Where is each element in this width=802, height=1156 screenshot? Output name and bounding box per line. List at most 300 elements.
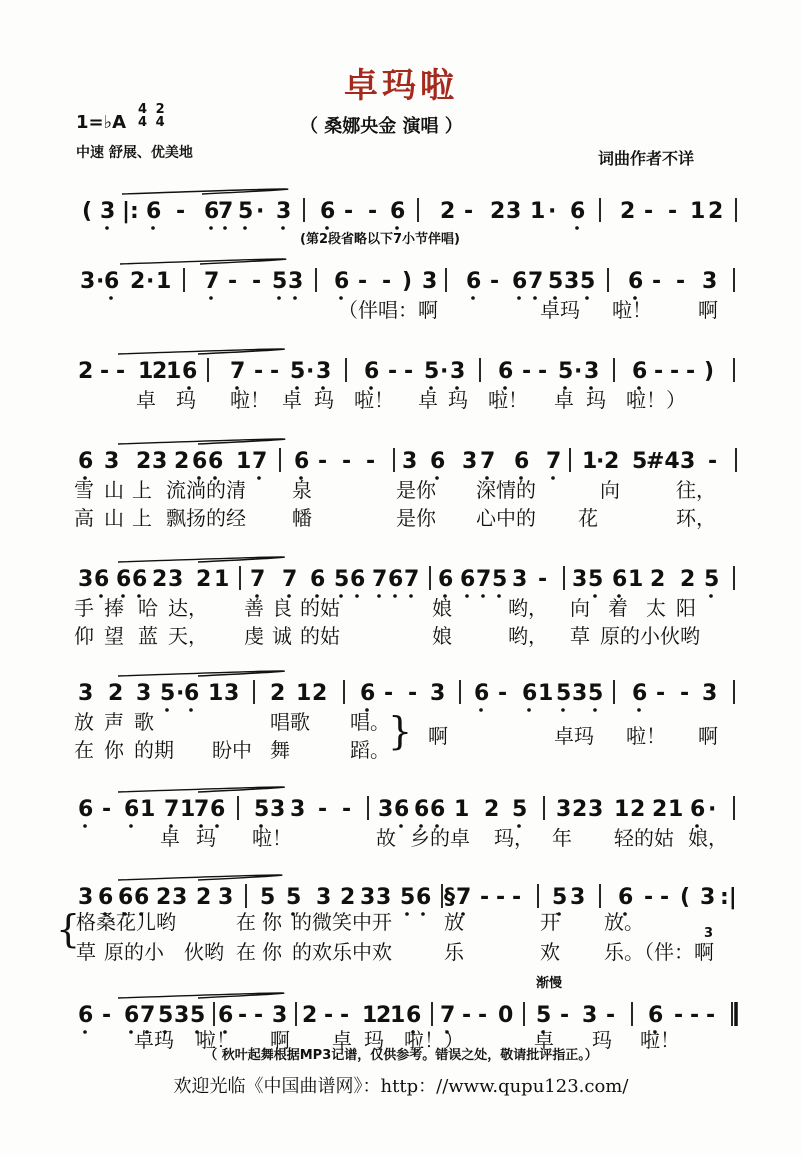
- note: -: [462, 1003, 472, 1028]
- slur: [118, 875, 282, 880]
- note: -: [358, 269, 368, 294]
- lyric-syllable: 歌: [134, 710, 154, 734]
- lyric-syllable: 哟，: [508, 624, 548, 648]
- note: 7: [164, 797, 180, 822]
- lyric-syllable: 泉: [292, 478, 312, 502]
- lyric-syllable: 啦！: [488, 388, 528, 412]
- note: -: [644, 199, 654, 224]
- note: |:: [122, 199, 139, 224]
- octave-dot: [105, 226, 109, 230]
- note: -: [606, 1003, 616, 1028]
- note: 6: [124, 1003, 140, 1028]
- lyric-syllable: 心中的: [476, 506, 536, 530]
- lyric-syllable: 盼中: [212, 738, 252, 762]
- note: -: [706, 1003, 716, 1028]
- note: 5: [334, 567, 350, 592]
- lyric-syllable: 放: [444, 910, 464, 934]
- note: 1: [690, 199, 706, 224]
- note: 2: [152, 359, 168, 384]
- note: 2: [152, 567, 168, 592]
- note: 3: [702, 681, 718, 706]
- note: 3: [360, 885, 376, 910]
- lyric-syllable: 原的小: [104, 940, 164, 964]
- note: 6: [350, 567, 366, 592]
- note: -: [382, 269, 392, 294]
- note: 2: [708, 199, 724, 224]
- lyric-syllable: 向: [600, 478, 620, 502]
- lyric-syllable: 放: [74, 710, 94, 734]
- note: 2: [604, 449, 620, 474]
- lyric-syllable: 环，: [676, 506, 716, 530]
- slur: [118, 671, 284, 676]
- note: 1: [582, 449, 598, 474]
- note: ·: [96, 269, 105, 294]
- lyric-syllable: 上: [132, 478, 152, 502]
- octave-dot: [223, 226, 227, 230]
- note: 2: [108, 681, 124, 706]
- note: 3: [702, 269, 718, 294]
- note: -: [404, 359, 414, 384]
- lyric-brace: {: [56, 907, 81, 951]
- note: 3: [290, 797, 306, 822]
- note: 1: [530, 199, 546, 224]
- time-signature: [138, 103, 169, 129]
- note: 3: [450, 359, 466, 384]
- lyric-syllable: 你: [262, 940, 282, 964]
- note: -: [254, 359, 264, 384]
- lyric-syllable: 蹈。: [350, 738, 390, 762]
- note: 1: [156, 269, 172, 294]
- lyric-syllable: 伙哟: [184, 940, 224, 964]
- note: 6: [628, 269, 644, 294]
- lyric-syllable: 哟，: [508, 596, 548, 620]
- note: 6: [430, 449, 446, 474]
- note: 1: [296, 681, 312, 706]
- note: 2: [680, 567, 696, 592]
- lyric-syllable: 玛，: [494, 826, 534, 850]
- lyric-syllable: 的欢乐中欢: [292, 940, 392, 964]
- lyric-syllable: 捧: [104, 596, 124, 620]
- note: 1: [628, 567, 644, 592]
- note: 3: [378, 797, 394, 822]
- note: 3: [422, 269, 438, 294]
- meter-num: 4: [138, 102, 148, 117]
- note: -: [670, 359, 680, 384]
- note: 3: [78, 681, 94, 706]
- note: -: [340, 1003, 350, 1028]
- note: 6: [394, 797, 410, 822]
- note: -: [560, 1003, 570, 1028]
- lyric-syllable: 舞: [270, 738, 290, 762]
- note: 5: [492, 567, 508, 592]
- lyric-syllable: 天，: [168, 624, 208, 648]
- note: 3: [276, 199, 292, 224]
- note: 1: [236, 449, 252, 474]
- octave-dot: [281, 226, 285, 230]
- lyric-syllable: 向: [570, 596, 590, 620]
- note: 3: [680, 449, 696, 474]
- note: 6: [498, 359, 514, 384]
- note: 6: [104, 269, 120, 294]
- note: -: [384, 681, 394, 706]
- note: 6: [406, 1003, 422, 1028]
- lyric-syllable: 唱。: [350, 710, 390, 734]
- note: -: [254, 1003, 264, 1028]
- note: ·: [708, 797, 717, 822]
- note: 1: [362, 1003, 378, 1028]
- lyric-syllable: 在: [74, 738, 94, 762]
- lyric-syllable: 花: [578, 506, 598, 530]
- lyric-syllable: 的微笑中开: [292, 910, 392, 934]
- lyric-syllable: 啦！）: [404, 1028, 464, 1052]
- note: ·: [574, 359, 583, 384]
- lyric-syllable: 在: [236, 940, 256, 964]
- note: 3: [174, 1003, 190, 1028]
- note: 3: [430, 681, 446, 706]
- note: (: [680, 885, 691, 910]
- lyric-syllable: 是你: [396, 506, 436, 530]
- singer-credit: （ 桑娜央金 演唱 ）: [300, 116, 463, 137]
- note: 5: [260, 885, 276, 910]
- lyric-syllable: 太: [646, 596, 666, 620]
- note: -: [342, 797, 352, 822]
- note: 3: [564, 269, 580, 294]
- note: 2: [340, 885, 356, 910]
- note: -: [478, 1003, 488, 1028]
- note: 5: [588, 567, 604, 592]
- note: -: [674, 1003, 684, 1028]
- lyric-syllable: 卓: [418, 388, 438, 412]
- note: 2: [652, 797, 668, 822]
- lyric-syllable: 娘，: [688, 826, 728, 850]
- lyric-syllable: 玛: [592, 1028, 612, 1052]
- note: 7: [218, 199, 234, 224]
- note: 5: [704, 567, 720, 592]
- lyric-syllable: 啦！: [626, 724, 666, 748]
- note: 1: [140, 797, 156, 822]
- note: -: [388, 359, 398, 384]
- lyric-line: [0, 906, 802, 934]
- note: 3: [572, 567, 588, 592]
- note: 7: [252, 449, 268, 474]
- note: 6: [132, 567, 148, 592]
- lyric-syllable: 啦！: [230, 388, 270, 412]
- lyric-syllable: 玛: [314, 388, 334, 412]
- lyric-line: [0, 822, 802, 850]
- lyric-syllable: 卓: [332, 1028, 352, 1052]
- note: 7: [194, 797, 210, 822]
- note: 7: [140, 1003, 156, 1028]
- note: 6: [146, 199, 162, 224]
- note: -: [102, 797, 112, 822]
- note: 5: [552, 885, 568, 910]
- note: 1: [214, 567, 230, 592]
- note: 7: [404, 567, 420, 592]
- note: 7: [282, 567, 298, 592]
- lyric-syllable: 深情的: [476, 478, 536, 502]
- note: ·: [548, 199, 557, 224]
- note: 1: [454, 797, 470, 822]
- note: 3: [556, 797, 572, 822]
- note: 7: [372, 567, 388, 592]
- slur: [118, 439, 285, 444]
- octave-dot: [395, 226, 399, 230]
- lyric-syllable: 玛: [176, 388, 196, 412]
- note: -: [116, 359, 126, 384]
- note: -: [496, 885, 506, 910]
- note: 6: [78, 797, 94, 822]
- lyric-syllable: 哈: [138, 596, 158, 620]
- lyric-syllable: 轻的姑: [614, 826, 674, 850]
- note: -: [102, 1003, 112, 1028]
- note: 3: [224, 681, 240, 706]
- note: 3: [104, 449, 120, 474]
- lyric-syllable: 虔: [244, 624, 264, 648]
- note: ·: [176, 681, 185, 706]
- note: 6: [94, 567, 110, 592]
- note: -: [522, 359, 532, 384]
- note: 5: [400, 885, 416, 910]
- note: 6: [78, 1003, 94, 1028]
- note: 3: [570, 885, 586, 910]
- note: 5: [588, 681, 604, 706]
- note: 7: [480, 449, 496, 474]
- lyric-syllable: 啦！: [196, 1028, 236, 1052]
- note: 6: [390, 199, 406, 224]
- note: 6: [310, 567, 326, 592]
- lyric-syllable: 卓玛: [554, 724, 594, 748]
- lyric-syllable: 善: [244, 596, 264, 620]
- note: 3: [218, 885, 234, 910]
- note: 6: [416, 885, 432, 910]
- small-note-three: 3: [704, 926, 714, 941]
- lyric-line: [0, 474, 802, 502]
- note: 1: [538, 681, 554, 706]
- note: 1: [180, 797, 196, 822]
- note: 6: [618, 885, 634, 910]
- note: :|: [720, 885, 737, 910]
- lyric-syllable: 卓: [160, 826, 180, 850]
- note: 5: [632, 449, 648, 474]
- note: 6: [204, 199, 220, 224]
- note: -: [660, 885, 670, 910]
- lyric-line: [0, 384, 802, 412]
- note: 2: [196, 567, 212, 592]
- note: 3: [462, 449, 478, 474]
- note: 6: [388, 567, 404, 592]
- note: 3: [572, 681, 588, 706]
- page-title: 卓玛啦: [344, 66, 458, 106]
- note: 6: [208, 449, 224, 474]
- lyric-syllable: 山: [104, 506, 124, 530]
- note: 5: [272, 269, 288, 294]
- lyric-syllable: 卓玛: [134, 1028, 174, 1052]
- note: -: [324, 1003, 334, 1028]
- note: 3: [78, 567, 94, 592]
- note: -: [318, 449, 328, 474]
- note: 6: [192, 449, 208, 474]
- lyric-syllable: 啊: [698, 298, 718, 322]
- lyric-syllable: 在: [236, 910, 256, 934]
- note: -: [270, 359, 280, 384]
- site-link[interactable]: 欢迎光临《中国曲谱网》：http：//www.qupu123.com/: [173, 1076, 629, 1097]
- lyric-syllable: 唱歌: [270, 710, 310, 734]
- lyric-syllable: 玛: [196, 826, 216, 850]
- note: -: [342, 449, 352, 474]
- note: 6: [134, 885, 150, 910]
- note: -: [252, 269, 262, 294]
- note: -: [464, 199, 474, 224]
- ritardando-marking: 渐慢: [536, 976, 563, 991]
- note: 5: [190, 1003, 206, 1028]
- lyric-syllable: 卓: [282, 388, 302, 412]
- slur: [118, 557, 284, 562]
- note: 6: [648, 1003, 664, 1028]
- meter-num: 2: [155, 102, 165, 117]
- meter-den: 4: [138, 115, 148, 130]
- lyric-syllable: 草: [570, 624, 590, 648]
- lyric-syllable: 玛: [448, 388, 468, 412]
- note: -: [228, 269, 238, 294]
- note: 6: [218, 1003, 234, 1028]
- note: (: [82, 199, 93, 224]
- lyric-syllable: 乐: [444, 940, 464, 964]
- lyric-syllable: 诚: [272, 624, 292, 648]
- note: -: [654, 359, 664, 384]
- lyric-syllable: 放。: [604, 910, 644, 934]
- slur: [118, 349, 284, 354]
- note: 5: [548, 269, 564, 294]
- note: -: [408, 681, 418, 706]
- note: 7: [440, 1003, 456, 1028]
- note: -: [538, 359, 548, 384]
- lyric-syllable: 流淌的清: [166, 478, 246, 502]
- note: 2: [630, 797, 646, 822]
- note: -: [668, 199, 678, 224]
- note: 3: [376, 885, 392, 910]
- lyric-syllable: 开: [540, 910, 560, 934]
- note: 6: [184, 681, 200, 706]
- note: 0: [498, 1003, 514, 1028]
- lyric-syllable: 啊: [428, 724, 448, 748]
- slur: [118, 993, 284, 998]
- lyric-syllable: 你: [262, 910, 282, 934]
- note: ·: [146, 269, 155, 294]
- note: -: [480, 885, 490, 910]
- slur: [118, 787, 284, 792]
- note: 6: [124, 797, 140, 822]
- note: 3: [316, 359, 332, 384]
- lyric-syllable: 娘: [432, 624, 452, 648]
- lyric-syllable: 上: [132, 506, 152, 530]
- note: 1: [208, 681, 224, 706]
- note: 6: [98, 885, 114, 910]
- note: -: [318, 797, 328, 822]
- note: -: [176, 199, 186, 224]
- note: 7: [476, 567, 492, 592]
- note: 3: [272, 1003, 288, 1028]
- lyric-syllable: 良: [272, 596, 292, 620]
- lyric-syllable: 啊: [270, 1028, 290, 1052]
- author-credit: 词曲作者不详: [598, 149, 695, 168]
- lyric-line: [0, 502, 802, 530]
- lyric-syllable: 乡的卓: [410, 826, 470, 850]
- note: 2: [156, 885, 172, 910]
- note: 7: [546, 449, 562, 474]
- note: 3: [588, 797, 604, 822]
- transcriber-note: （ 秋叶起舞根据MP3记谱，仅供参考。错误之处，敬请批评指正。）: [204, 1048, 598, 1063]
- note: 2: [572, 797, 588, 822]
- note: 6: [466, 269, 482, 294]
- lyric-syllable: 飘扬的经: [166, 506, 246, 530]
- note: ·: [440, 359, 449, 384]
- lyric-syllable: 故: [376, 826, 396, 850]
- note: 6: [438, 567, 454, 592]
- lyric-syllable: 啦！: [640, 1028, 680, 1052]
- note: -: [686, 359, 696, 384]
- note: 6: [182, 359, 198, 384]
- note: 6: [334, 269, 350, 294]
- note: 3: [584, 359, 600, 384]
- note: 6: [512, 269, 528, 294]
- note: -: [100, 359, 110, 384]
- lyric-syllable: 卓: [534, 1028, 554, 1052]
- note: 2: [620, 199, 636, 224]
- note: 6: [522, 681, 538, 706]
- note: 6: [570, 199, 586, 224]
- note: §: [444, 885, 455, 910]
- note: 2: [484, 797, 500, 822]
- note: ·: [596, 449, 605, 474]
- note: 5: [254, 797, 270, 822]
- note: 3: [136, 681, 152, 706]
- note: 3: [582, 1003, 598, 1028]
- note: 5: [290, 359, 306, 384]
- note: 6: [360, 681, 376, 706]
- note: 5: [238, 199, 254, 224]
- lyric-syllable: 是你: [396, 478, 436, 502]
- note: 3: [270, 797, 286, 822]
- note: 3: [80, 269, 96, 294]
- octave-dot: [243, 226, 247, 230]
- slur: [122, 189, 288, 194]
- note: 6: [364, 359, 380, 384]
- lyric-syllable: 原的小伙哟: [600, 624, 700, 648]
- lyric-syllable: 你: [104, 738, 124, 762]
- note: -: [708, 449, 718, 474]
- lyric-syllable: 草: [76, 940, 96, 964]
- note: 6: [320, 199, 336, 224]
- lyric-syllable: 玛: [586, 388, 606, 412]
- note: 2: [78, 359, 94, 384]
- note: 7: [250, 567, 266, 592]
- note: -: [652, 269, 662, 294]
- note: 2: [174, 449, 190, 474]
- note: 5: [160, 681, 176, 706]
- note: -: [490, 269, 500, 294]
- note: 7: [456, 885, 472, 910]
- lyric-syllable: 玛: [364, 1028, 384, 1052]
- note: 2: [136, 449, 152, 474]
- note: 1: [614, 797, 630, 822]
- note: 1: [668, 797, 684, 822]
- lyric-syllable: 啦！）: [626, 388, 686, 412]
- slur: [120, 259, 286, 264]
- lyric-syllable: 乐。（伴：啊: [604, 940, 714, 964]
- note: 3: [700, 885, 716, 910]
- note: 5: [286, 885, 302, 910]
- lyric-syllable: 欢: [540, 940, 560, 964]
